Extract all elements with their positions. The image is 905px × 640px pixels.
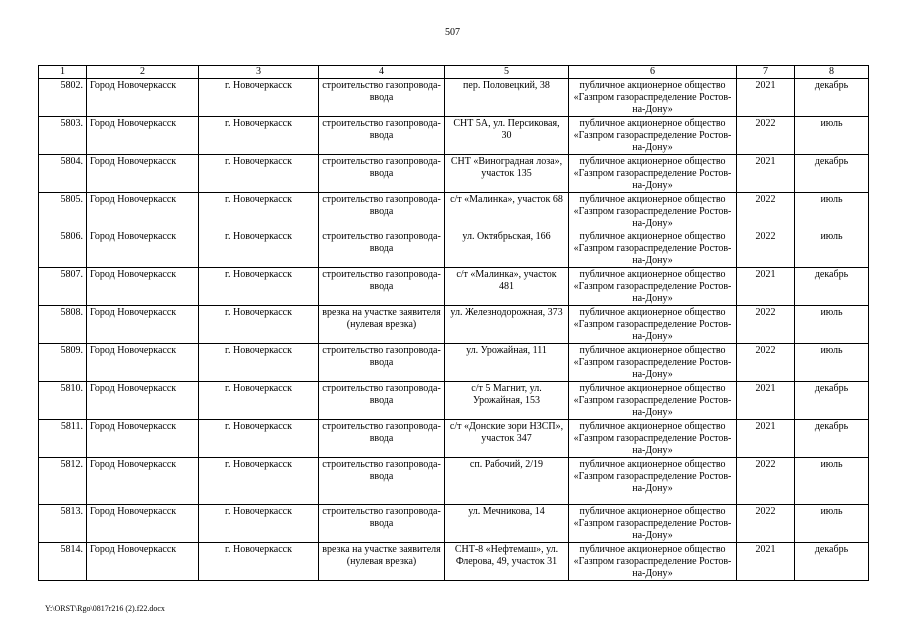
settlement-cell: г. Новочеркасск xyxy=(199,79,319,117)
year-cell: 2022 xyxy=(737,193,795,231)
settlement-cell: г. Новочеркасск xyxy=(199,230,319,268)
address-cell: пер. Половецкий, 38 xyxy=(445,79,569,117)
work-type-cell: строительство газопровода-ввода xyxy=(319,193,445,231)
month-cell: декабрь xyxy=(795,420,869,458)
municipality-cell: Город Новочеркасск xyxy=(87,306,199,344)
work-type-cell: строительство газопровода-ввода xyxy=(319,505,445,543)
address-cell: ул. Мечникова, 14 xyxy=(445,505,569,543)
row-number-cell: 5813. xyxy=(39,505,87,543)
address-cell: с/т «Донские зори НЗСП», участок 347 xyxy=(445,420,569,458)
year-cell: 2022 xyxy=(737,505,795,543)
footer-file-path: Y:\ORST\Rgo\0817r216 (2).f22.docx xyxy=(45,604,165,613)
settlement-cell: г. Новочеркасск xyxy=(199,543,319,581)
row-number-cell: 5807. xyxy=(39,268,87,306)
work-type-cell: строительство газопровода-ввода xyxy=(319,458,445,505)
year-cell: 2021 xyxy=(737,79,795,117)
year-cell: 2022 xyxy=(737,230,795,268)
table-row xyxy=(39,155,869,193)
table-row xyxy=(39,230,869,268)
month-cell: июль xyxy=(795,306,869,344)
work-type-cell: строительство газопровода-ввода xyxy=(319,79,445,117)
organization-cell: публичное акционерное общество «Газпром газораспределение Ростов-на-Дону» xyxy=(569,458,737,505)
address-cell: ул. Урожайная, 111 xyxy=(445,344,569,382)
table-body xyxy=(39,79,869,581)
municipality-cell: Город Новочеркасск xyxy=(87,543,199,581)
month-cell: июль xyxy=(795,505,869,543)
work-type-cell: строительство газопровода-ввода xyxy=(319,230,445,268)
settlement-cell: г. Новочеркасск xyxy=(199,505,319,543)
work-type-cell: строительство газопровода-ввода xyxy=(319,420,445,458)
organization-cell: публичное акционерное общество «Газпром газораспределение Ростов-на-Дону» xyxy=(569,543,737,581)
month-cell: июль xyxy=(795,458,869,505)
row-number-cell: 5808. xyxy=(39,306,87,344)
column-number: 8 xyxy=(795,66,869,79)
organization-cell: публичное акционерное общество «Газпром газораспределение Ростов-на-Дону» xyxy=(569,268,737,306)
municipality-cell: Город Новочеркасск xyxy=(87,155,199,193)
municipality-cell: Город Новочеркасск xyxy=(87,458,199,505)
address-cell: с/т 5 Магнит, ул. Урожайная, 153 xyxy=(445,382,569,420)
table-row xyxy=(39,306,869,344)
table-row xyxy=(39,268,869,306)
month-cell: июль xyxy=(795,344,869,382)
row-number-cell: 5803. xyxy=(39,117,87,155)
column-number: 2 xyxy=(87,66,199,79)
settlement-cell: г. Новочеркасск xyxy=(199,117,319,155)
organization-cell: публичное акционерное общество «Газпром газораспределение Ростов-на-Дону» xyxy=(569,344,737,382)
address-cell: ул. Октябрьская, 166 xyxy=(445,230,569,268)
organization-cell: публичное акционерное общество «Газпром газораспределение Ростов-на-Дону» xyxy=(569,306,737,344)
organization-cell: публичное акционерное общество «Газпром газораспределение Ростов-на-Дону» xyxy=(569,420,737,458)
column-number: 5 xyxy=(445,66,569,79)
organization-cell: публичное акционерное общество «Газпром газораспределение Ростов-на-Дону» xyxy=(569,505,737,543)
page-number: 507 xyxy=(445,27,460,38)
table-row xyxy=(39,505,869,543)
settlement-cell: г. Новочеркасск xyxy=(199,344,319,382)
row-number-cell: 5812. xyxy=(39,458,87,505)
address-cell: СНТ 5А, ул. Персиковая, 30 xyxy=(445,117,569,155)
registry-table xyxy=(38,65,869,581)
year-cell: 2022 xyxy=(737,306,795,344)
address-cell: сп. Рабочий, 2/19 xyxy=(445,458,569,505)
month-cell: июль xyxy=(795,117,869,155)
row-number-cell: 5805. xyxy=(39,193,87,231)
work-type-cell: врезка на участке заявителя (нулевая врезка) xyxy=(319,306,445,344)
work-type-cell: врезка на участке заявителя (нулевая врезка) xyxy=(319,543,445,581)
year-cell: 2021 xyxy=(737,420,795,458)
row-number-cell: 5806. xyxy=(39,230,87,268)
settlement-cell: г. Новочеркасск xyxy=(199,458,319,505)
row-number-cell: 5811. xyxy=(39,420,87,458)
year-cell: 2022 xyxy=(737,117,795,155)
year-cell: 2021 xyxy=(737,268,795,306)
work-type-cell: строительство газопровода-ввода xyxy=(319,117,445,155)
address-cell: СНТ «Виноградная лоза», участок 135 xyxy=(445,155,569,193)
organization-cell: публичное акционерное общество «Газпром газораспределение Ростов-на-Дону» xyxy=(569,117,737,155)
municipality-cell: Город Новочеркасск xyxy=(87,117,199,155)
settlement-cell: г. Новочеркасск xyxy=(199,306,319,344)
month-cell: декабрь xyxy=(795,543,869,581)
municipality-cell: Город Новочеркасск xyxy=(87,382,199,420)
year-cell: 2022 xyxy=(737,458,795,505)
organization-cell: публичное акционерное общество «Газпром газораспределение Ростов-на-Дону» xyxy=(569,155,737,193)
municipality-cell: Город Новочеркасск xyxy=(87,344,199,382)
municipality-cell: Город Новочеркасск xyxy=(87,420,199,458)
year-cell: 2022 xyxy=(737,344,795,382)
table-row xyxy=(39,193,869,231)
settlement-cell: г. Новочеркасск xyxy=(199,420,319,458)
table-row xyxy=(39,458,869,505)
municipality-cell: Город Новочеркасск xyxy=(87,193,199,231)
municipality-cell: Город Новочеркасск xyxy=(87,268,199,306)
row-number-cell: 5810. xyxy=(39,382,87,420)
address-cell: с/т «Малинка», участок 68 xyxy=(445,193,569,231)
month-cell: июль xyxy=(795,230,869,268)
address-cell: с/т «Малинка», участок 481 xyxy=(445,268,569,306)
column-number-row xyxy=(39,66,869,79)
table-row xyxy=(39,117,869,155)
table-row xyxy=(39,382,869,420)
column-number: 1 xyxy=(39,66,87,79)
work-type-cell: строительство газопровода-ввода xyxy=(319,268,445,306)
municipality-cell: Город Новочеркасск xyxy=(87,230,199,268)
work-type-cell: строительство газопровода-ввода xyxy=(319,382,445,420)
column-number: 6 xyxy=(569,66,737,79)
work-type-cell: строительство газопровода-ввода xyxy=(319,155,445,193)
row-number-cell: 5802. xyxy=(39,79,87,117)
year-cell: 2021 xyxy=(737,382,795,420)
municipality-cell: Город Новочеркасск xyxy=(87,505,199,543)
settlement-cell: г. Новочеркасск xyxy=(199,382,319,420)
work-type-cell: строительство газопровода-ввода xyxy=(319,344,445,382)
table-row xyxy=(39,420,869,458)
row-number-cell: 5809. xyxy=(39,344,87,382)
month-cell: декабрь xyxy=(795,382,869,420)
organization-cell: публичное акционерное общество «Газпром газораспределение Ростов-на-Дону» xyxy=(569,193,737,231)
address-cell: СНТ-8 «Нефтемаш», ул. Флерова, 49, участок 31 xyxy=(445,543,569,581)
settlement-cell: г. Новочеркасск xyxy=(199,268,319,306)
column-number: 3 xyxy=(199,66,319,79)
organization-cell: публичное акционерное общество «Газпром газораспределение Ростов-на-Дону» xyxy=(569,382,737,420)
settlement-cell: г. Новочеркасск xyxy=(199,193,319,231)
table-row xyxy=(39,79,869,117)
year-cell: 2021 xyxy=(737,155,795,193)
address-cell: ул. Железнодорожная, 373 xyxy=(445,306,569,344)
row-number-cell: 5804. xyxy=(39,155,87,193)
month-cell: июль xyxy=(795,193,869,231)
settlement-cell: г. Новочеркасск xyxy=(199,155,319,193)
column-number: 7 xyxy=(737,66,795,79)
table-row xyxy=(39,344,869,382)
month-cell: декабрь xyxy=(795,79,869,117)
month-cell: декабрь xyxy=(795,155,869,193)
row-number-cell: 5814. xyxy=(39,543,87,581)
organization-cell: публичное акционерное общество «Газпром газораспределение Ростов-на-Дону» xyxy=(569,230,737,268)
year-cell: 2021 xyxy=(737,543,795,581)
organization-cell: публичное акционерное общество «Газпром газораспределение Ростов-на-Дону» xyxy=(569,79,737,117)
column-number: 4 xyxy=(319,66,445,79)
municipality-cell: Город Новочеркасск xyxy=(87,79,199,117)
table-row xyxy=(39,543,869,581)
month-cell: декабрь xyxy=(795,268,869,306)
